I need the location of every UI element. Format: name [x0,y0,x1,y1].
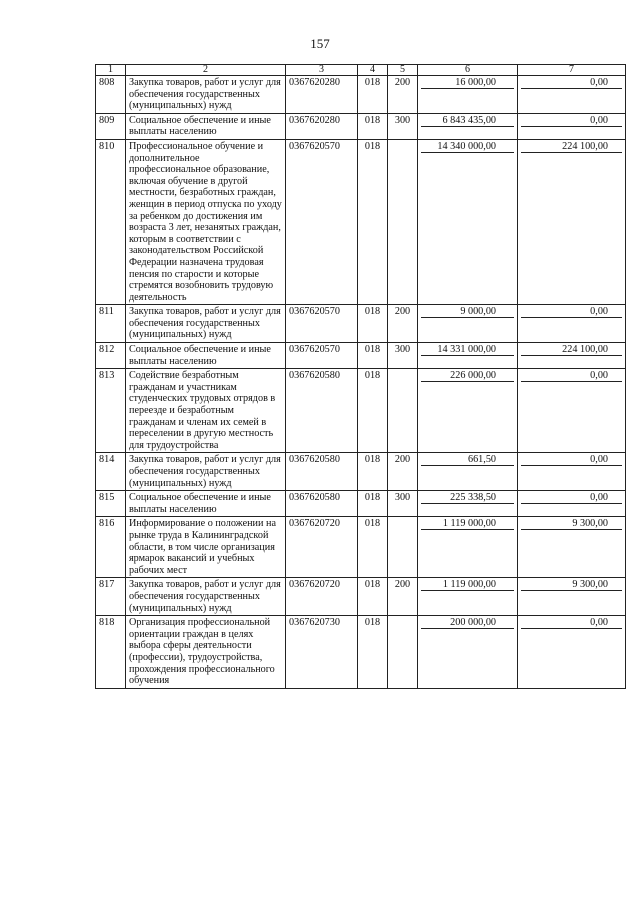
item-name: Социальное обеспечение и иные выплаты населению [126,343,286,369]
table-row [96,616,626,689]
item-name: Содействие безработным гражданам и участникам студенческих трудовых отрядов в переезде и безработным гражданам и членам их семей в переселении в другую местность для трудоустройства [126,369,286,453]
column-header: 3 [286,65,358,76]
expense-type [388,616,418,689]
amount-total: 226 000,00 [421,370,514,382]
item-name: Закупка товаров, работ и услуг для обеспечения государственных (муниципальных) нужд [126,76,286,114]
target-code: 0367620570 [286,305,358,343]
section-code: 018 [358,76,388,114]
table-row [96,491,626,517]
amount-federal: 224 100,00 [521,141,622,153]
expense-type: 200 [388,578,418,616]
section-code: 018 [358,491,388,517]
amount-federal: 0,00 [521,492,622,504]
amount-federal: 0,00 [521,454,622,466]
column-header: 1 [96,65,126,76]
target-code: 0367620580 [286,369,358,453]
amount-total: 16 000,00 [421,77,514,89]
amount-total: 6 843 435,00 [421,115,514,127]
section-code: 018 [358,139,388,304]
amount-total: 225 338,50 [421,492,514,504]
amount-total: 9 000,00 [421,306,514,318]
item-name: Закупка товаров, работ и услуг для обеспечения государственных (муниципальных) нужд [126,578,286,616]
section-code: 018 [358,517,388,578]
section-code: 018 [358,113,388,139]
section-code: 018 [358,305,388,343]
table-row [96,578,626,616]
row-number: 814 [96,453,126,491]
target-code: 0367620570 [286,343,358,369]
amount-total: 1 119 000,00 [421,518,514,530]
section-code: 018 [358,453,388,491]
section-code: 018 [358,616,388,689]
item-name: Социальное обеспечение и иные выплаты населению [126,113,286,139]
amount-total: 661,50 [421,454,514,466]
table-row [96,113,626,139]
item-name: Закупка товаров, работ и услуг для обеспечения государственных (муниципальных) нужд [126,453,286,491]
amount-federal: 0,00 [521,77,622,89]
expense-type [388,369,418,453]
row-number: 808 [96,76,126,114]
expense-type [388,517,418,578]
column-number-row [96,65,626,76]
amount-total: 14 331 000,00 [421,344,514,356]
expense-type: 300 [388,113,418,139]
row-number: 817 [96,578,126,616]
table-row [96,517,626,578]
amount-federal: 0,00 [521,370,622,382]
row-number: 815 [96,491,126,517]
item-name: Организация профессиональной ориентации граждан в целях выбора сферы деятельности (профессии), трудоустройства, прохождения профессионального обучения [126,616,286,689]
target-code: 0367620580 [286,453,358,491]
target-code: 0367620720 [286,517,358,578]
expense-type: 300 [388,343,418,369]
section-code: 018 [358,369,388,453]
row-number: 812 [96,343,126,369]
row-number: 813 [96,369,126,453]
target-code: 0367620720 [286,578,358,616]
target-code: 0367620730 [286,616,358,689]
target-code: 0367620570 [286,139,358,304]
amount-federal: 0,00 [521,115,622,127]
expense-type: 300 [388,491,418,517]
amount-total: 14 340 000,00 [421,141,514,153]
amount-federal: 0,00 [521,306,622,318]
section-code: 018 [358,343,388,369]
column-header: 7 [518,65,626,76]
table-row [96,305,626,343]
amount-federal: 9 300,00 [521,579,622,591]
page-number: 157 [310,36,330,51]
column-header: 6 [418,65,518,76]
column-header: 2 [126,65,286,76]
amount-federal: 9 300,00 [521,518,622,530]
section-code: 018 [358,578,388,616]
amount-total: 200 000,00 [421,617,514,629]
row-number: 816 [96,517,126,578]
row-number: 810 [96,139,126,304]
table-row [96,453,626,491]
row-number: 809 [96,113,126,139]
expense-type: 200 [388,305,418,343]
item-name: Закупка товаров, работ и услуг для обеспечения государственных (муниципальных) нужд [126,305,286,343]
table-row [96,139,626,304]
table-row [96,76,626,114]
expense-type: 200 [388,453,418,491]
table-row [96,343,626,369]
amount-total: 1 119 000,00 [421,579,514,591]
expense-type: 200 [388,76,418,114]
target-code: 0367620280 [286,76,358,114]
row-number: 818 [96,616,126,689]
item-name: Информирование о положении на рынке труда в Калининградской области, в том числе организация ярмарок вакансий и учебных рабочих мест [126,517,286,578]
expense-type [388,139,418,304]
item-name: Социальное обеспечение и иные выплаты населению [126,491,286,517]
amount-federal: 224 100,00 [521,344,622,356]
budget-table [95,64,626,689]
column-header: 5 [388,65,418,76]
row-number: 811 [96,305,126,343]
table-row [96,369,626,453]
amount-federal: 0,00 [521,617,622,629]
item-name: Профессиональное обучение и дополнительное профессиональное образование, включая обучение в другой местности, безработных граждан, женщин в период отпуска по уходу за ребенком до достижения им возраста 3 лет, незанятых граждан, которым в соответствии с законодательством Российской Федерации назначена трудовая пенсия по старости и которые стремятся возобновить трудовую деятельность [126,139,286,304]
column-header: 4 [358,65,388,76]
target-code: 0367620580 [286,491,358,517]
target-code: 0367620280 [286,113,358,139]
